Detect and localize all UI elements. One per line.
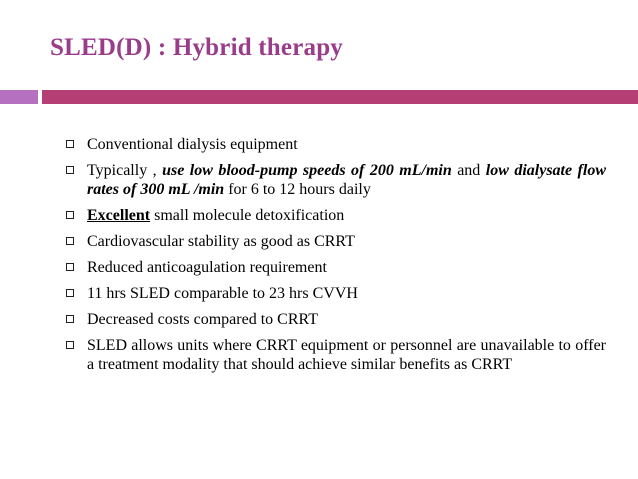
bullet-text-post: for 6 to 12 hours daily [224, 181, 371, 198]
square-bullet-icon [66, 263, 74, 271]
square-bullet-icon [66, 289, 74, 297]
bullet-text: Cardiovascular stability as good as CRRT [87, 233, 355, 250]
bullet-text: Reduced anticoagulation requirement [87, 259, 327, 276]
bullet-text: 11 hrs SLED comparable to 23 hrs CVVH [87, 285, 358, 302]
bullet-text-mid: and [451, 162, 486, 179]
bullet-item-typical-settings [66, 161, 606, 199]
bullet-text-dialysate: low dialysate flow rates of 300 mL /min [87, 162, 606, 198]
bullet-text-blood-pump: use low blood-pump speeds of 200 mL/min [162, 162, 452, 179]
square-bullet-icon [66, 341, 74, 349]
square-bullet-icon [66, 237, 74, 245]
title-accent-bar-left [0, 90, 38, 104]
bullet-item-cardiovascular [66, 232, 606, 251]
square-bullet-icon [66, 211, 74, 219]
title-accent-bar-right [42, 90, 638, 104]
bullet-list [66, 135, 606, 381]
bullet-item-detoxification [66, 206, 606, 225]
bullet-item-anticoagulation [66, 258, 606, 277]
bullet-text: Decreased costs compared to CRRT [87, 311, 318, 328]
square-bullet-icon [66, 315, 74, 323]
bullet-item-availability [66, 336, 606, 374]
bullet-item-costs [66, 310, 606, 329]
bullet-text-excellent: Excellent [87, 207, 151, 224]
slide-title: SLED(D) : Hybrid therapy [50, 34, 344, 61]
bullet-item-equipment [66, 135, 606, 154]
square-bullet-icon [66, 140, 74, 148]
bullet-text: small molecule detoxification [150, 207, 345, 224]
bullet-item-sled-vs-cvvh [66, 284, 606, 303]
square-bullet-icon [66, 166, 74, 174]
bullet-text-pre: Typically , [87, 162, 163, 179]
bullet-text: SLED allows units where CRRT equipment or personnel are unavailable to offer a treatment modality that should achieve similar benefits as CRRT [87, 337, 606, 373]
bullet-text: Conventional dialysis equipment [87, 136, 298, 153]
